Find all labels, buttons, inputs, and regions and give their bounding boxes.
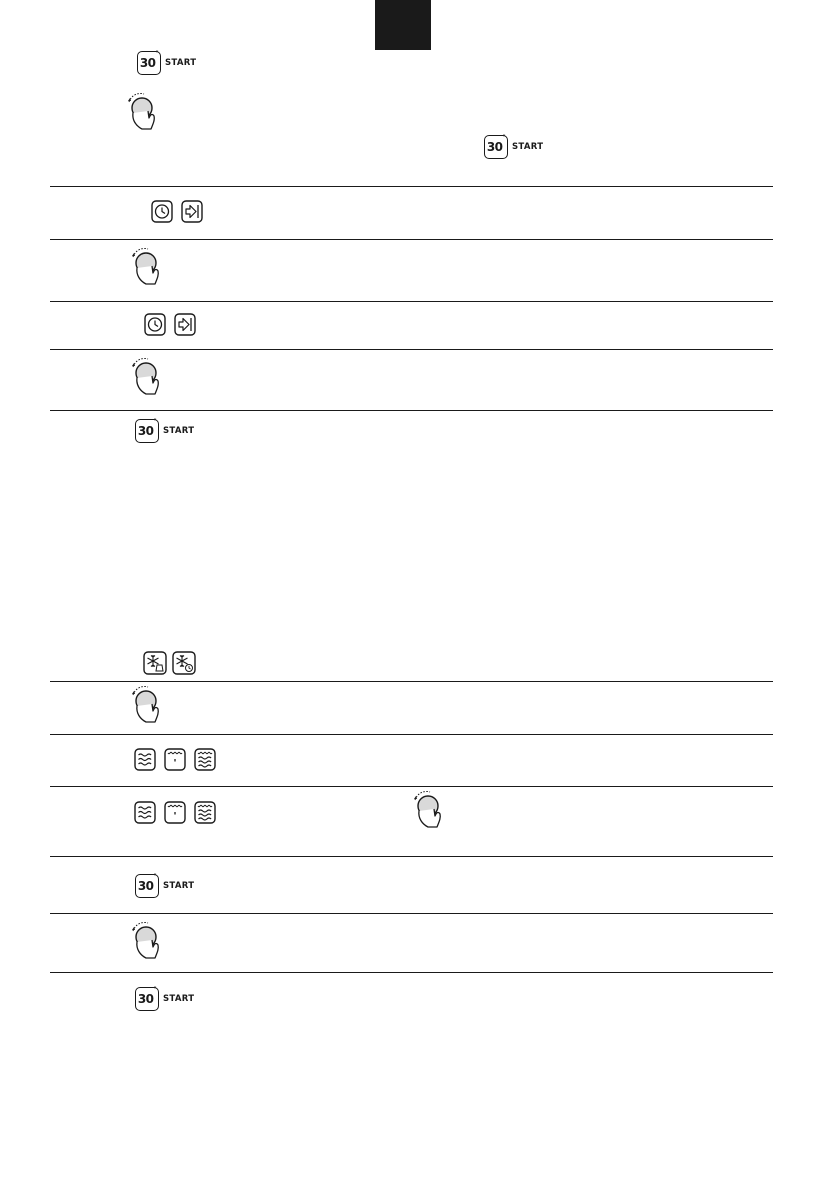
divider [50, 856, 773, 857]
divider [50, 349, 773, 350]
divider [50, 186, 773, 187]
microwave-waves-icon [134, 801, 156, 824]
knob-dial-icon [128, 921, 164, 963]
knob-dial-icon [410, 790, 446, 832]
divider [50, 913, 773, 914]
start-30s-icon: 30 " START [135, 417, 194, 445]
start-30s-icon: 30 " START [135, 872, 194, 900]
page-tab-marker [375, 0, 431, 50]
divider [50, 239, 773, 240]
divider [50, 734, 773, 735]
grill-icon [164, 748, 186, 771]
knob-dial-icon [128, 685, 164, 727]
start-30s-icon: 30 " START [137, 49, 196, 77]
divider [50, 681, 773, 682]
knob-dial-icon [128, 357, 164, 399]
skip-forward-icon [181, 200, 203, 223]
skip-forward-icon [174, 313, 196, 336]
start-30s-icon: 30 " START [484, 133, 543, 161]
combi-waves-icon [194, 748, 216, 771]
knob-dial-icon [128, 247, 164, 289]
defrost-time-icon [172, 651, 196, 675]
clock-icon [144, 313, 166, 336]
combi-waves-icon [194, 801, 216, 824]
divider [50, 972, 773, 973]
divider [50, 786, 773, 787]
microwave-waves-icon [134, 748, 156, 771]
defrost-weight-icon [143, 651, 167, 675]
divider [50, 410, 773, 411]
start-30s-icon: 30 " START [135, 985, 194, 1013]
divider [50, 301, 773, 302]
clock-icon [151, 200, 173, 223]
knob-dial-icon [124, 92, 160, 134]
grill-icon [164, 801, 186, 824]
